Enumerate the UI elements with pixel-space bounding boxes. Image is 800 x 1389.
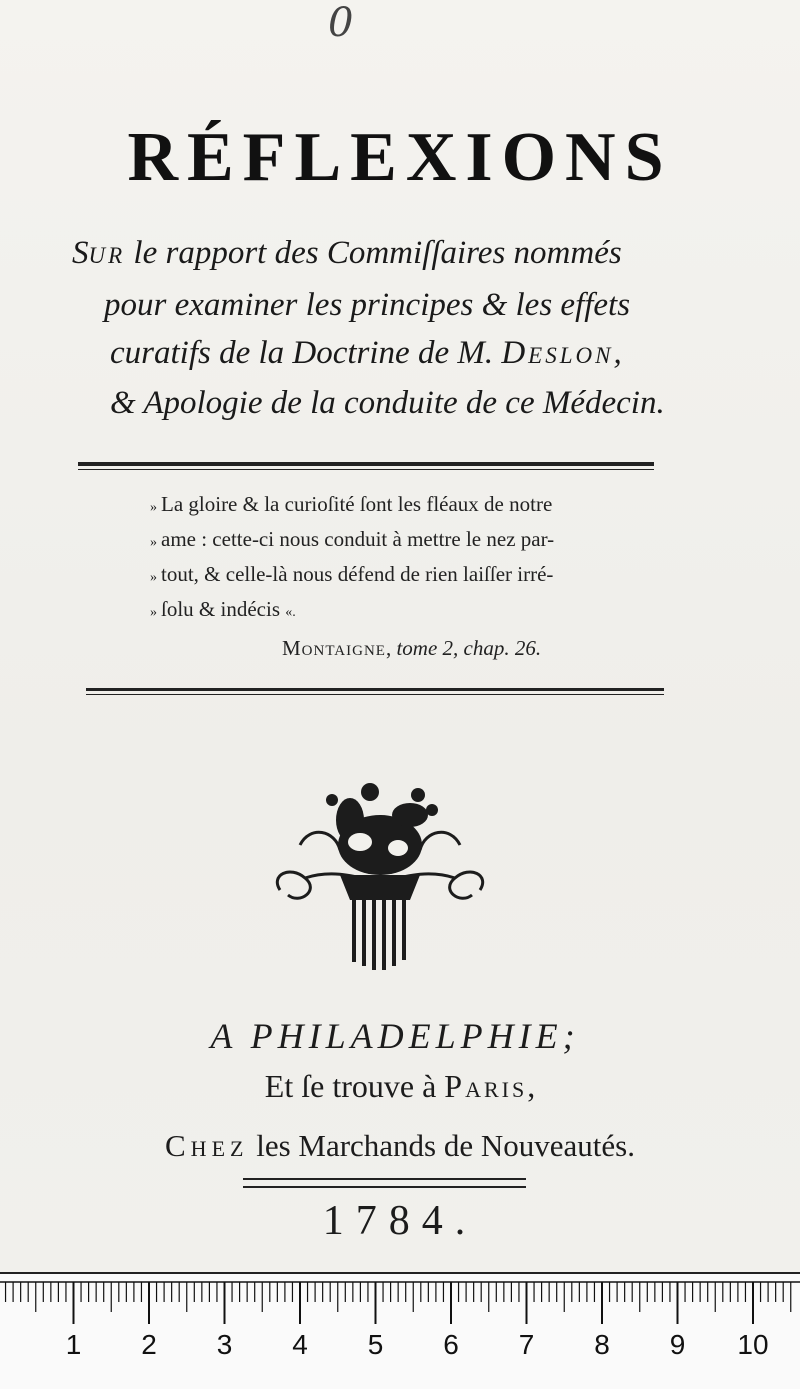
measurement-ruler	[0, 1272, 800, 1389]
bottom-rule-thin	[86, 694, 664, 695]
imprint-paris: Paris	[444, 1068, 528, 1104]
author-name-deslon: Deslon	[501, 335, 614, 371]
ruler-label: 4	[292, 1329, 308, 1360]
subtitle-line-4: & Apologie de la conduite de ce Médecin.	[110, 385, 665, 421]
subtitle-line-3-tail: ,	[613, 335, 622, 371]
epigraph-line-4: » ſolu & indécis «.	[150, 597, 296, 621]
ruler-label: 8	[594, 1329, 610, 1360]
epigraph-line-2: » ame : cette-ci nous conduit à mettre le nez par-	[150, 527, 555, 551]
ruler-label: 5	[367, 1329, 384, 1360]
epigraph-line-3: » tout, & celle-là nous défend de rien laiſſer irré-	[150, 562, 554, 586]
shelfmark: 0	[328, 0, 354, 46]
imprint-chez: Chez	[165, 1128, 249, 1163]
subtitle-line-1-text: le rapport des Commiſſaires nommés	[125, 235, 622, 271]
year-rule-2	[243, 1186, 526, 1188]
book-title: RÉFLEXIONS	[127, 119, 673, 196]
top-rule-thin	[78, 469, 654, 470]
bottom-rule-thick	[86, 688, 664, 691]
publication-year: 1784.	[322, 1198, 478, 1244]
ruler-label: 3	[216, 1329, 233, 1360]
citation-work: tome 2, chap. 26.	[396, 636, 542, 660]
subtitle-initial-smallcaps: ur	[88, 235, 126, 271]
epigraph-line-1: » La gloire & la curioſité ſont les fléaux de notre	[150, 492, 553, 516]
ruler-label: 7	[518, 1329, 535, 1360]
subtitle-line-3	[110, 328, 730, 378]
imprint-line-2: Et ſe trouve à Paris,	[264, 1068, 536, 1104]
subtitle-line-2: pour examiner les principes & les effets	[104, 287, 631, 323]
imprint-city: A PHILADELPHIE;	[210, 1016, 580, 1056]
imprint-line-3: Chez les Marchands de Nouveautés.	[165, 1128, 635, 1163]
citation-author: Montaigne	[282, 636, 386, 660]
ruler-label: 10	[737, 1329, 769, 1360]
subtitle-line-1	[72, 228, 692, 278]
top-rule-thick	[78, 462, 654, 466]
subtitle-line-3-text: curatifs de la Doctrine de M.	[110, 335, 502, 371]
ruler-label: 9	[669, 1329, 686, 1360]
ruler-scale	[0, 1274, 800, 1389]
ruler-label: 6	[443, 1329, 459, 1360]
subtitle-initial: S	[72, 235, 89, 271]
epigraph-citation: Montaigne, tome 2, chap. 26.	[282, 636, 542, 660]
year-rule-1	[243, 1178, 526, 1180]
printers-ornament-icon	[260, 770, 500, 970]
ruler-label: 2	[141, 1329, 157, 1360]
ruler-label: 1	[65, 1329, 82, 1360]
